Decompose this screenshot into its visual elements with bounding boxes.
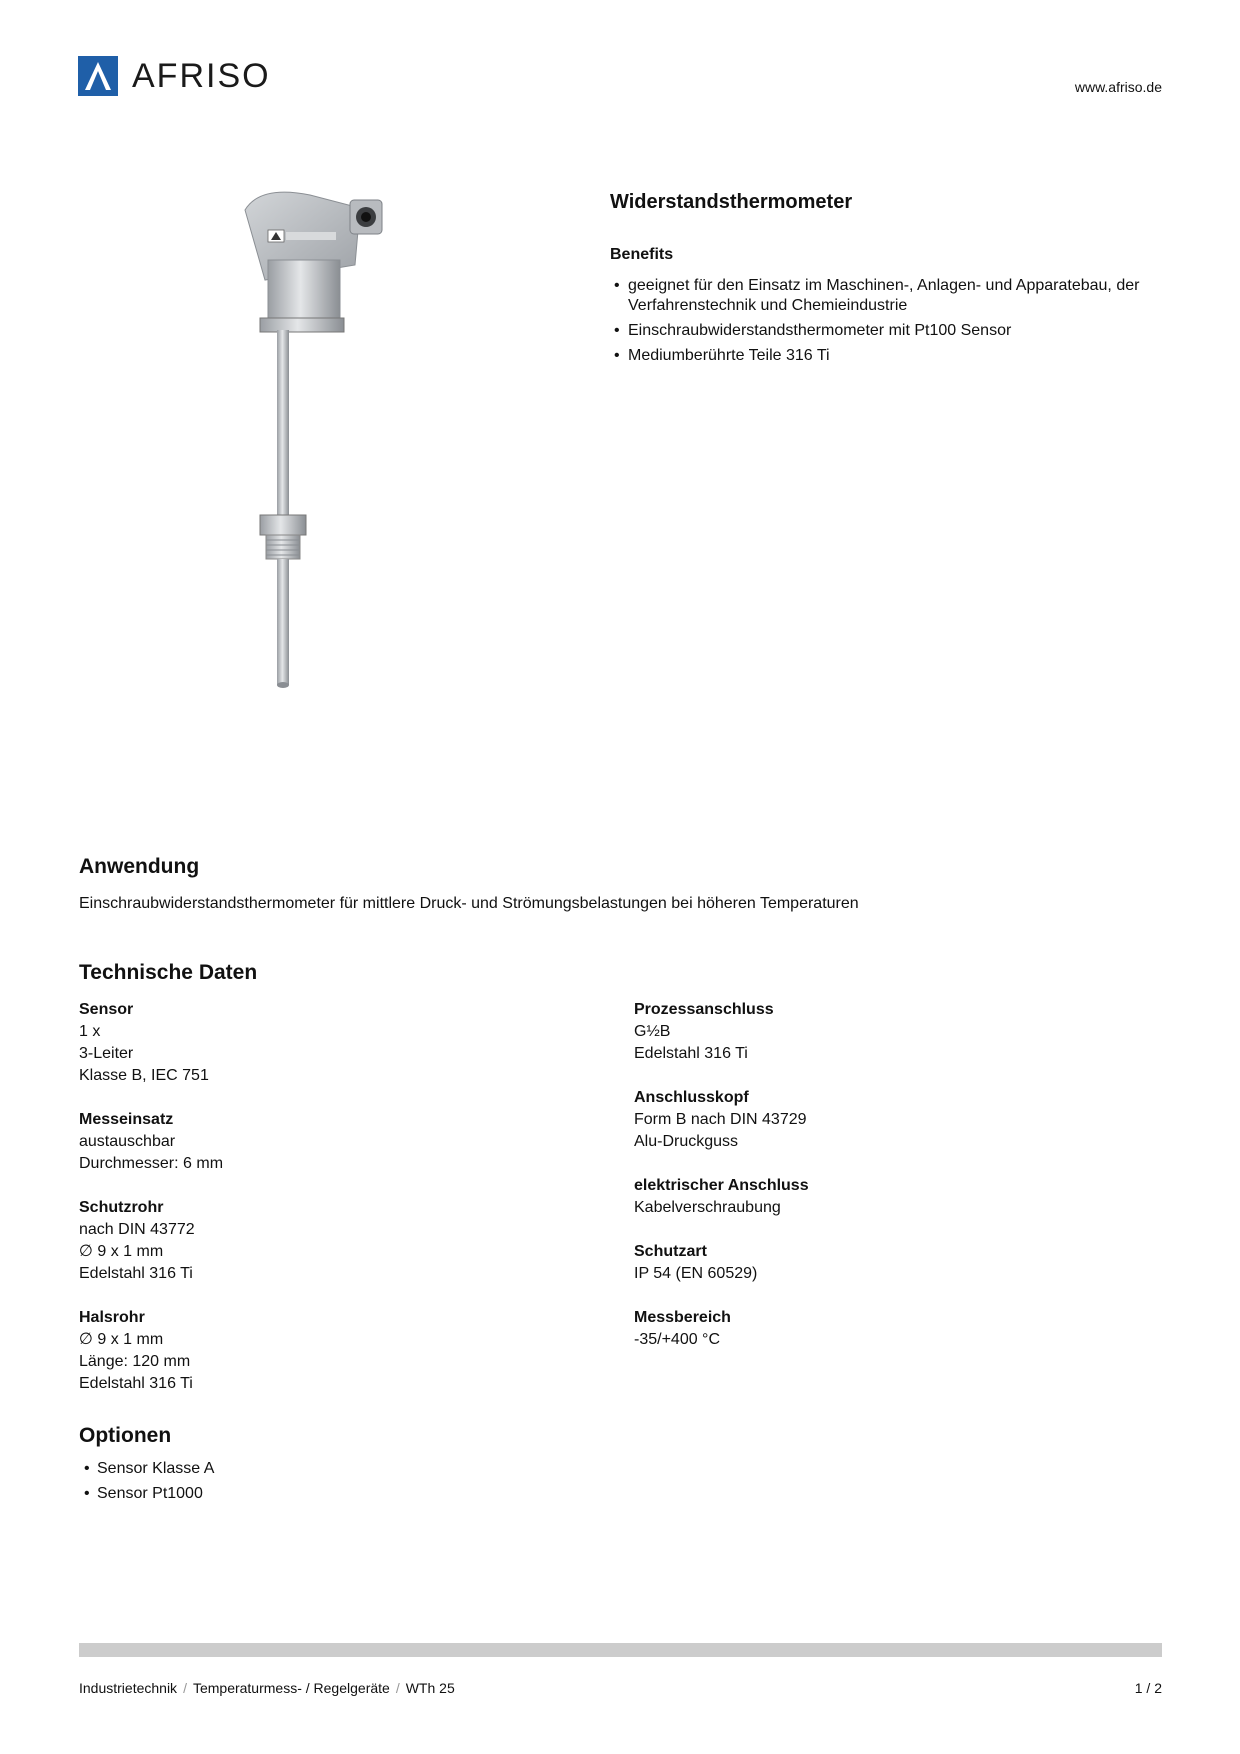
spec-value: Durchmesser: 6 mm xyxy=(79,1155,224,1172)
tech-data-left-column xyxy=(79,999,579,1417)
spec-value: ∅ 9 x 1 mm xyxy=(79,1331,164,1348)
spec-label: Sensor xyxy=(79,1001,134,1018)
spec-label: Messeinsatz xyxy=(79,1111,174,1128)
product-title: Widerstandsthermometer xyxy=(610,191,853,213)
afriso-triangle-logo-icon xyxy=(78,56,118,96)
spec-value: -35/+400 °C xyxy=(634,1331,721,1348)
spec-label: Schutzrohr xyxy=(79,1199,164,1216)
list-item: • Einschraubwiderstandsthermometer mit Pt100 Sensor xyxy=(612,321,1172,341)
spec-value: Kabelverschraubung xyxy=(634,1199,781,1216)
spec-sensor xyxy=(79,999,579,1087)
anwendung-text: Einschraubwiderstandsthermometer für mittlere Druck- und Strömungsbelastungen bei höheren Temperaturen xyxy=(79,895,859,912)
list-item: • Sensor Pt1000 xyxy=(82,1484,214,1504)
spec-label: Halsrohr xyxy=(79,1309,145,1326)
spec-label: Schutzart xyxy=(634,1243,707,1260)
breadcrumb-separator: / xyxy=(395,1680,400,1696)
spec-messeinsatz xyxy=(79,1109,579,1175)
spec-label: elektrischer Anschluss xyxy=(634,1177,809,1194)
technische-daten-heading: Technische Daten xyxy=(79,961,258,984)
brand-name: AFRISO xyxy=(132,57,271,95)
anwendung-heading: Anwendung xyxy=(79,855,200,878)
spec-value: 3-Leiter xyxy=(79,1045,134,1062)
spec-messbereich xyxy=(634,1307,1134,1351)
footer-divider xyxy=(79,1643,1162,1657)
spec-label: Anschlusskopf xyxy=(634,1089,749,1106)
spec-value: Klasse B, IEC 751 xyxy=(79,1067,209,1084)
spec-halsrohr xyxy=(79,1307,579,1395)
resistance-thermometer-photo-icon xyxy=(240,190,420,790)
spec-elektrischer-anschluss xyxy=(634,1175,1134,1219)
spec-value: IP 54 (EN 60529) xyxy=(634,1265,758,1282)
website-link[interactable]: www.afriso.de xyxy=(1074,79,1162,95)
spec-value: Edelstahl 316 Ti xyxy=(634,1045,748,1062)
breadcrumb-item[interactable]: Industrietechnik xyxy=(79,1680,178,1696)
breadcrumb-item[interactable]: WTh 25 xyxy=(405,1680,455,1696)
spec-label: Prozessanschluss xyxy=(634,1001,774,1018)
options-list xyxy=(82,1459,214,1509)
spec-schutzart xyxy=(634,1241,1134,1285)
list-item: • Sensor Klasse A xyxy=(82,1459,214,1479)
spec-value: G½B xyxy=(634,1023,671,1040)
benefits-list xyxy=(612,276,1172,371)
optionen-heading: Optionen xyxy=(79,1424,172,1447)
list-item: • geeignet für den Einsatz im Maschinen-, Anlagen- und Apparatebau, der Verfahrenstechnik und Chemieindustrie xyxy=(612,276,1172,316)
spec-value: 1 x xyxy=(79,1023,101,1040)
spec-value: Edelstahl 316 Ti xyxy=(79,1375,193,1392)
spec-value: austauschbar xyxy=(79,1133,176,1150)
brand-logo xyxy=(78,56,271,96)
spec-label: Messbereich xyxy=(634,1309,731,1326)
spec-value: Edelstahl 316 Ti xyxy=(79,1265,193,1282)
page-number: 1 / 2 xyxy=(1134,1680,1162,1696)
spec-value: Form B nach DIN 43729 xyxy=(634,1111,807,1128)
tech-data-right-column xyxy=(634,999,1134,1373)
spec-schutzrohr xyxy=(79,1197,579,1285)
spec-value: nach DIN 43772 xyxy=(79,1221,195,1238)
list-item: • Mediumberührte Teile 316 Ti xyxy=(612,346,1172,366)
spec-value: Alu-Druckguss xyxy=(634,1133,739,1150)
spec-value: Länge: 120 mm xyxy=(79,1353,191,1370)
breadcrumb-item[interactable]: Temperaturmess- / Regelgeräte xyxy=(192,1680,390,1696)
breadcrumb-separator: / xyxy=(183,1680,187,1696)
spec-prozessanschluss xyxy=(634,999,1134,1065)
breadcrumb xyxy=(79,1680,455,1696)
spec-value: ∅ 9 x 1 mm xyxy=(79,1243,164,1260)
benefits-heading: Benefits xyxy=(610,246,674,263)
spec-anschlusskopf xyxy=(634,1087,1134,1153)
